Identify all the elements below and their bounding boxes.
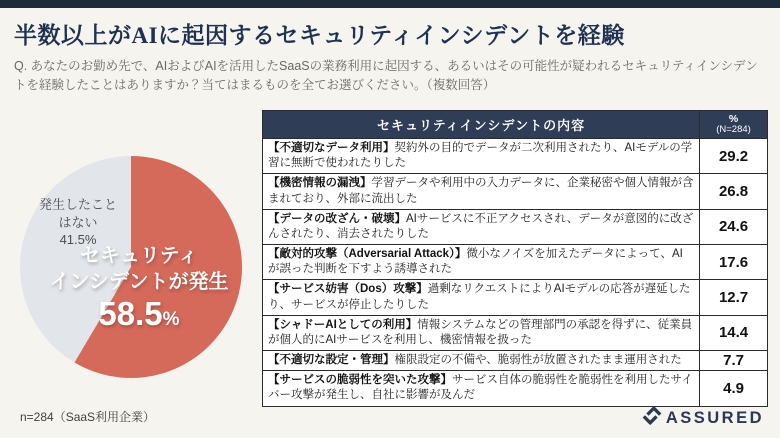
pie-label-incident xyxy=(20,244,258,333)
table-row xyxy=(263,351,768,371)
table-row xyxy=(263,371,768,406)
incident-value: 17.6 xyxy=(700,245,768,280)
table-header-percent-n: (N=284) xyxy=(716,124,751,136)
incident-value: 26.8 xyxy=(700,174,768,209)
pie-label-incident-line2: インシデントが発生 xyxy=(49,270,229,293)
incident-desc: 過剰なリクエストによりAIモデルの応答が遅延したり、サービスが停止したりした xyxy=(268,283,691,311)
table-header-row xyxy=(263,111,768,139)
incident-term: 【機密情報の漏洩】 xyxy=(268,177,372,190)
pie-value-incident: 58.5% xyxy=(98,295,180,333)
top-accent-bar xyxy=(0,0,780,8)
assured-logo xyxy=(642,405,764,431)
incident-value: 7.7 xyxy=(700,351,768,371)
incident-table xyxy=(262,110,768,407)
table-row xyxy=(263,209,768,244)
incident-term: 【不適切なデータ利用】 xyxy=(268,142,395,154)
pie-label-incident-line1: セキュリティ xyxy=(80,245,198,267)
incident-term: 【サービス妨害（Dos）攻撃】 xyxy=(268,283,428,296)
pie-label-no-incident-line2: はない xyxy=(58,214,98,230)
table-row xyxy=(263,280,768,315)
incident-desc: 契約外の目的でデータが二次利用されたり、AIモデルの学習に無断で使われたりした xyxy=(268,142,693,170)
incident-term: 【データの改ざん・破壊】 xyxy=(268,212,406,225)
table-row xyxy=(263,174,768,209)
pie-label-no-incident-line1: 発生したこと xyxy=(38,197,117,212)
table-row xyxy=(263,245,768,280)
pie-label-no-incident xyxy=(22,196,134,249)
assured-logo-icon xyxy=(642,405,662,431)
incident-value: 14.4 xyxy=(700,315,768,350)
incident-value: 12.7 xyxy=(700,280,768,315)
pie-value-no-incident: 41.5% xyxy=(59,232,97,248)
incident-value: 4.9 xyxy=(700,371,768,406)
incident-term: 【サービスの脆弱性を突いた攻撃】 xyxy=(268,374,452,387)
table-header-content: セキュリティインシデントの内容 xyxy=(263,111,700,139)
table-row xyxy=(263,315,768,350)
incident-desc: サービス自体の脆弱性を脆弱性を利用したサイバー攻撃が発生し、自社に影響が及んだ xyxy=(268,374,693,402)
incident-term: 【シャドーAIとしての利用】 xyxy=(268,318,418,331)
incident-desc: AIサービスに不正アクセスされ、データが意図的に改ざんされたり、消去されたりした xyxy=(268,212,694,240)
incident-term: 【不適切な設定・管理】 xyxy=(268,354,395,367)
table-header-percent-symbol: % xyxy=(728,112,739,125)
incident-desc: 権限設定の不備や、脆弱性が放置されたまま運用された xyxy=(394,354,682,367)
incident-desc: 微小なノイズを加えたデータによって、AIが誤った判断を下すよう誘導された xyxy=(268,248,683,276)
incident-desc: 学習データや利用中の入力データに、企業秘密や個人情報が含まれており、外部に流出した xyxy=(268,177,694,205)
sample-size-note: n=284（SaaS利用企業） xyxy=(20,410,156,424)
pie-value-unit: % xyxy=(162,309,180,331)
pie-chart-area xyxy=(14,150,250,386)
assured-logo-text: ASSURED xyxy=(665,408,764,427)
table-header-percent xyxy=(700,111,768,139)
table-row xyxy=(263,139,768,174)
incident-desc: 情報システムなどの管理部門の承認を得ずに、従業員が個人的にAIサービスを利用し、機密情報を扱った xyxy=(268,318,693,346)
survey-question: Q. あなたのお勤め先で、AIおよびAIを活用したSaaSの業務利用に起因する、あるいはその可能性が疑われるセキュリティインシデントを経験したことはありますか？当てはまるものを全てお選びください。（複数回答） xyxy=(14,59,758,92)
incident-value: 24.6 xyxy=(700,209,768,244)
incident-value: 29.2 xyxy=(700,139,768,174)
incident-term: 【敵対的攻撃（Adversarial Attack）】 xyxy=(268,248,467,261)
page-title: 半数以上がAIに起因するセキュリティインシデントを経験 xyxy=(14,23,625,48)
